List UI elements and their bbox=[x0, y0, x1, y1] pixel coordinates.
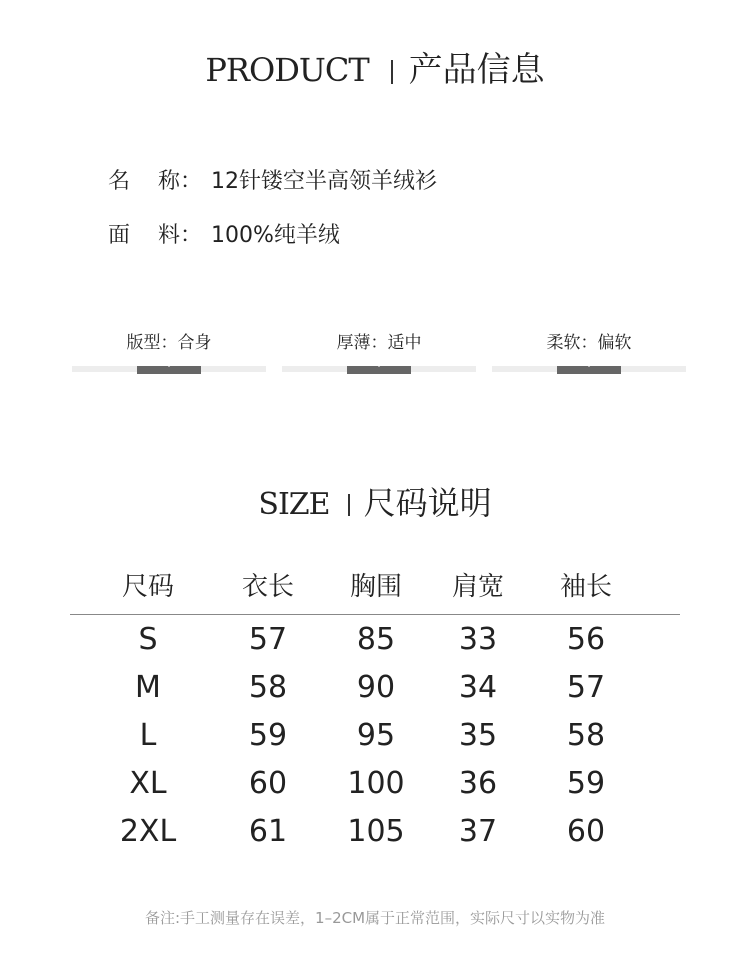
size-label-cell: XL bbox=[129, 766, 167, 801]
attribute-value: 合身 bbox=[177, 333, 212, 353]
attribute-thickness bbox=[282, 328, 476, 378]
product-name-value: 12针镂空半高领羊绒衫 bbox=[211, 169, 437, 194]
measurement-cell: 90 bbox=[356, 670, 396, 705]
attribute-scale-indicator bbox=[557, 366, 621, 374]
measurement-cell: 59 bbox=[566, 766, 606, 801]
attribute-softness bbox=[492, 328, 686, 378]
table-row bbox=[70, 814, 680, 862]
table-row bbox=[70, 718, 680, 766]
measurement-cell: 59 bbox=[248, 718, 288, 753]
table-row bbox=[70, 766, 680, 814]
size-table-header bbox=[70, 560, 680, 615]
attribute-scale-indicator bbox=[347, 366, 411, 374]
fabric-value: 100%纯羊绒 bbox=[211, 223, 340, 248]
header-cell: 胸围 bbox=[349, 572, 402, 602]
product-section-title bbox=[0, 42, 750, 91]
size-label-cell: L bbox=[139, 718, 157, 753]
attribute-scale-indicator bbox=[137, 366, 201, 374]
measurement-cell: 105 bbox=[347, 814, 405, 849]
measurement-cell: 36 bbox=[458, 766, 498, 801]
measurement-cell: 35 bbox=[458, 718, 498, 753]
measurement-cell: 34 bbox=[458, 670, 498, 705]
measurement-cell: 57 bbox=[248, 622, 288, 657]
attribute-label: 厚薄： bbox=[336, 333, 388, 353]
attribute-marker-notch bbox=[374, 362, 384, 367]
measurement-cell: 57 bbox=[566, 670, 606, 705]
header-cell: 肩宽 bbox=[451, 572, 504, 602]
measurement-cell: 61 bbox=[248, 814, 288, 849]
measurement-cell: 56 bbox=[566, 622, 606, 657]
size-section-title bbox=[0, 478, 750, 524]
measurement-cell: 60 bbox=[248, 766, 288, 801]
attribute-value: 适中 bbox=[387, 333, 422, 353]
attribute-marker-notch bbox=[584, 362, 594, 367]
measurement-cell: 100 bbox=[347, 766, 405, 801]
product-name-row bbox=[108, 164, 437, 195]
measurement-cell: 37 bbox=[458, 814, 498, 849]
table-row bbox=[70, 622, 680, 670]
measurement-cell: 95 bbox=[356, 718, 396, 753]
header-cell: 尺码 bbox=[121, 572, 174, 602]
attribute-label: 柔软： bbox=[546, 333, 598, 353]
measurement-cell: 33 bbox=[458, 622, 498, 657]
size-table bbox=[70, 560, 680, 849]
title-separator bbox=[348, 494, 350, 516]
fabric-label: 面 料： bbox=[108, 223, 203, 248]
size-label-cell: S bbox=[138, 622, 158, 657]
attribute-fit bbox=[72, 328, 266, 378]
measurement-cell: 60 bbox=[566, 814, 606, 849]
attribute-marker-notch bbox=[164, 362, 174, 367]
product-title-cn: 产品信息 bbox=[408, 50, 545, 90]
size-title-cn: 尺码说明 bbox=[363, 484, 492, 522]
header-cell: 衣长 bbox=[241, 572, 294, 602]
table-row bbox=[70, 670, 680, 718]
product-name-label: 名 称： bbox=[108, 169, 203, 194]
attribute-value: 偏软 bbox=[597, 333, 632, 353]
fabric-row bbox=[108, 218, 340, 249]
measurement-cell: 58 bbox=[566, 718, 606, 753]
size-title-en: SIZE bbox=[258, 487, 330, 522]
measurement-cell: 58 bbox=[248, 670, 288, 705]
size-label-cell: 2XL bbox=[119, 814, 177, 849]
product-title-en: PRODUCT bbox=[205, 51, 369, 89]
attribute-label: 版型： bbox=[126, 333, 178, 353]
measurement-cell: 85 bbox=[356, 622, 396, 657]
size-label-cell: M bbox=[135, 670, 161, 705]
measurement-footnote: 备注:手工测量存在误差，1–2CM属于正常范围，实际尺寸以实物为准 bbox=[144, 909, 606, 927]
header-cell: 袖长 bbox=[559, 572, 612, 602]
title-separator bbox=[391, 60, 393, 84]
